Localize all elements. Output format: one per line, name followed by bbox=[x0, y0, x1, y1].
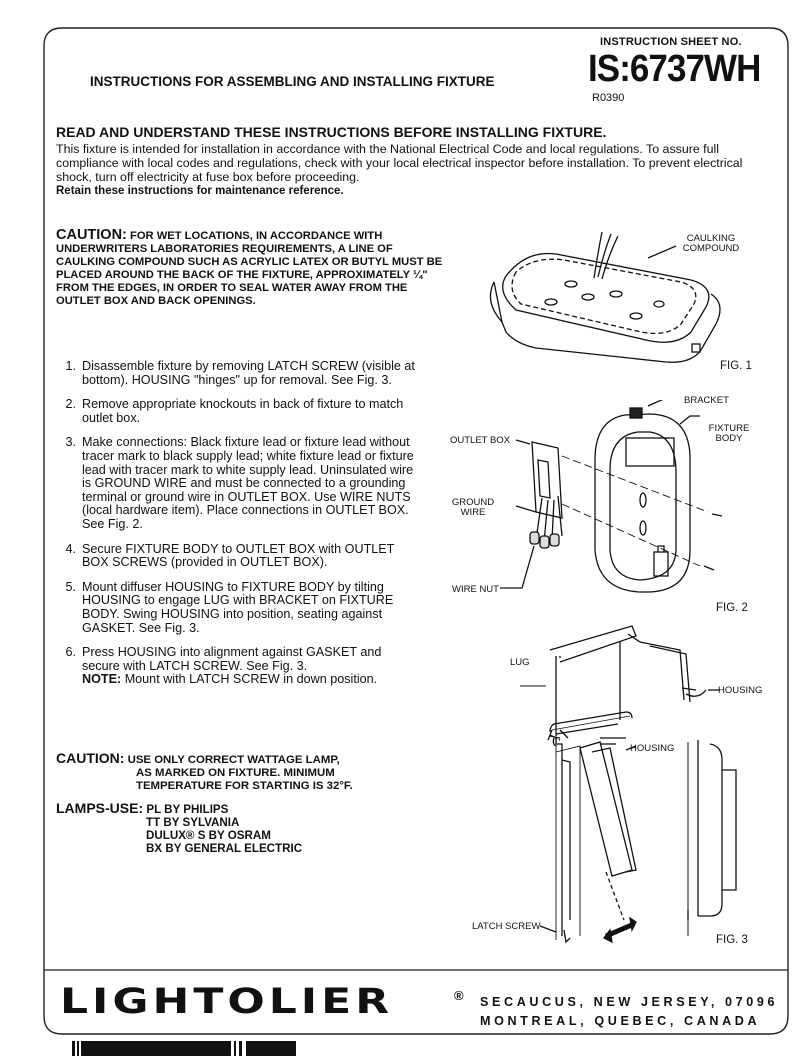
fixture-body-label: FIXTURE BODY bbox=[708, 423, 750, 444]
figure-2-caption: FIG. 2 bbox=[716, 602, 748, 614]
outlet-box-label: OUTLET BOX bbox=[450, 435, 511, 446]
installation-steps bbox=[56, 360, 416, 698]
instruction-sheet-number: IS:6737WH bbox=[588, 48, 761, 90]
lamp-item: BX BY GENERAL ELECTRIC bbox=[146, 841, 303, 855]
figure-1-caption: FIG. 1 bbox=[720, 360, 752, 372]
step-number: 1. bbox=[65, 359, 76, 373]
lug-label: LUG bbox=[510, 657, 530, 668]
instruction-sheet-label: INSTRUCTION SHEET NO. bbox=[600, 36, 742, 48]
intro-paragraph: This fixture is intended for installation in accordance with the National Electrical Code and local regulations. To assure full compliance with local codes and regulations, check with your local electrical inspector before installation. To prevent electrical shock, turn off electricity at fuse box before proceeding. bbox=[56, 142, 743, 185]
step-number: 6. bbox=[65, 645, 76, 660]
step-text: Secure FIXTURE BODY to OUTLET BOX with OUTLET BOX SCREWS (provided in OUTLET BOX). bbox=[82, 541, 395, 570]
housing-label: HOUSING bbox=[718, 685, 763, 696]
step-text: Make connections: Black fixture lead or fixture lead without tracer mark to black supply lead; white fixture lead or fixture lead with tracer mark to white supply lead. Uninsulated wire is GROUND WIRE and must be connected to a grounding terminal or ground wire in OUTLET BOX. Use WIRE NUTS (local hardware item). Place connections in OUTLET BOX. See Fig. 2. bbox=[82, 435, 414, 531]
lamp-item: TT BY SYLVANIA bbox=[146, 815, 240, 829]
step-number: 3. bbox=[65, 435, 76, 450]
step-number: 2. bbox=[65, 397, 76, 412]
read-instructions-heading: READ AND UNDERSTAND THESE INSTRUCTIONS BEFORE INSTALLING FIXTURE. bbox=[56, 124, 607, 140]
step-item bbox=[56, 543, 416, 570]
step-item bbox=[56, 360, 416, 387]
latch-screw-label: LATCH SCREW bbox=[472, 921, 541, 932]
caution-line: USE ONLY CORRECT WATTAGE LAMP, bbox=[127, 754, 340, 766]
step-number: 5. bbox=[65, 579, 76, 594]
step-item bbox=[56, 646, 416, 687]
lightolier-logo: LIGHTOLIER bbox=[60, 982, 394, 1022]
step-number: 4. bbox=[65, 541, 76, 556]
page-title: INSTRUCTIONS FOR ASSEMBLING AND INSTALLING FIXTURE bbox=[90, 74, 495, 89]
step-item bbox=[56, 436, 416, 531]
lamp-item: DULUX® S BY OSRAM bbox=[146, 828, 271, 842]
wattage-caution bbox=[56, 752, 353, 793]
step-text: Press HOUSING into alignment against GASKET and secure with LATCH SCREW. See Fig. 3. bbox=[82, 645, 382, 673]
lamps-label: LAMPS-USE: bbox=[56, 800, 144, 816]
housing-label: HOUSING bbox=[630, 743, 675, 754]
caution-line: AS MARKED ON FIXTURE. MINIMUM bbox=[136, 766, 335, 779]
lamps-use-list bbox=[56, 802, 302, 856]
step-item bbox=[56, 398, 416, 425]
note-label: NOTE: bbox=[82, 672, 122, 687]
address-line: SECAUCUS, NEW JERSEY, 07096 bbox=[480, 995, 779, 1009]
caution-text: FOR WET LOCATIONS, IN ACCORDANCE WITH UNDERWRITERS LABORATORIES REQUIREMENTS, A LINE OF CAULKING COMPOUND SUCH AS ACRYLIC LATEX OR BUTYL MUST BE PLACED AROUND THE BACK OF THE FIXTURE, APPROXIMATELY ¼" FROM THE EDGES, IN ORDER TO SEAL WATER AWAY FROM THE OUTLET BOX AND BACK OPENINGS. bbox=[56, 230, 443, 307]
step-text: Remove appropriate knockouts in back of fixture to match outlet box. bbox=[82, 397, 404, 425]
wet-location-caution bbox=[56, 229, 446, 307]
caulking-compound-label: CAULKING COMPOUND bbox=[682, 233, 740, 254]
caution-line: TEMPERATURE FOR STARTING IS 32°F. bbox=[136, 779, 353, 792]
ground-wire-label: GROUND WIRE bbox=[451, 497, 495, 518]
step-item bbox=[56, 581, 416, 635]
figure-3-drawing bbox=[500, 620, 780, 950]
wire-nut-label: WIRE NUT bbox=[452, 584, 499, 595]
registered-mark: ® bbox=[454, 988, 464, 1003]
company-address bbox=[480, 993, 778, 1031]
retain-notice: Retain these instructions for maintenance reference. bbox=[56, 185, 344, 197]
step-text: Disassemble fixture by removing LATCH SCREW (visible at bottom). HOUSING "hinges" up for removal. See Fig. 3. bbox=[82, 359, 415, 387]
caution-label: CAUTION: bbox=[56, 227, 127, 243]
step-text: Mount diffuser HOUSING to FIXTURE BODY by tilting HOUSING to engage LUG with BRACKET on FIXTURE BODY. Swing HOUSING into position, seating against GASKET. See Fig. 3. bbox=[82, 579, 394, 635]
lamp-item: PL BY PHILIPS bbox=[146, 803, 229, 816]
note-text: Mount with LATCH SCREW in down position. bbox=[124, 672, 378, 687]
revision-code: R0390 bbox=[592, 92, 625, 104]
figure-3-caption: FIG. 3 bbox=[716, 934, 748, 946]
caution-label: CAUTION: bbox=[56, 750, 125, 766]
address-line: MONTREAL, QUEBEC, CANADA bbox=[480, 1014, 761, 1028]
bracket-label: BRACKET bbox=[684, 395, 729, 406]
barcode bbox=[72, 1041, 297, 1056]
